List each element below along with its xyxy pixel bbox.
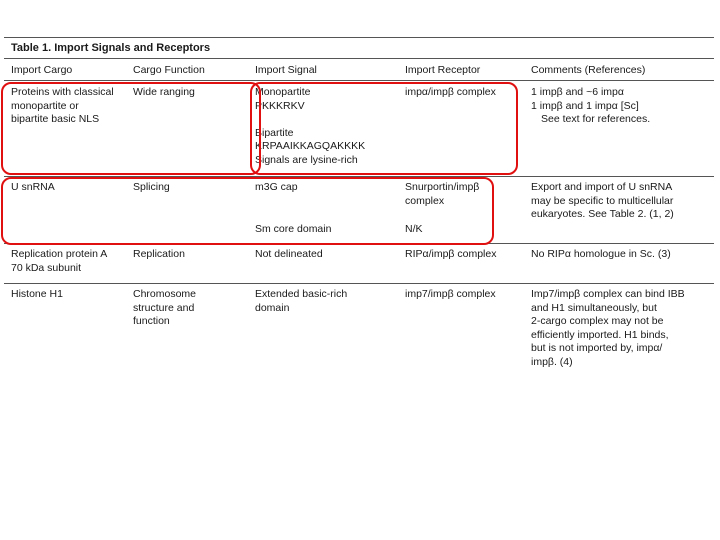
highlight-box-row2 (1, 177, 494, 245)
cell-receptor-imp7: imp7/impβ complex (405, 288, 496, 300)
cell-signal-not-delineated: Not delineated (255, 248, 323, 260)
cell-receptor-nk: N/K (405, 223, 423, 235)
cell-comments-rpa: No RIPα homologue in Sc. (3) (531, 248, 671, 260)
cell-receptor-snurportin: Snurportin/impβ complex (405, 181, 480, 207)
cell-signal-sm-core: Sm core domain (255, 223, 332, 235)
header-import-signal: Import Signal (255, 64, 317, 76)
cell-signal-basic-rich: Extended basic-rich domain (255, 288, 348, 314)
table-caption: Table 1. Import Signals and Receptors (11, 42, 211, 54)
cell-function-chromosome: Chromosome structure and function (133, 288, 197, 328)
rule-header (4, 58, 714, 59)
header-import-cargo: Import Cargo (11, 64, 73, 76)
cell-cargo-histone-h1: Histone H1 (11, 288, 63, 300)
rule-top (4, 37, 714, 38)
header-import-receptor: Import Receptor (405, 64, 481, 76)
cell-cargo-classical-nls: Proteins with classical monopartite or bipartite basic NLS (11, 86, 114, 126)
cell-function-wide-ranging: Wide ranging (133, 86, 195, 98)
header-comments: Comments (References) (531, 64, 646, 76)
cell-receptor-imp-alpha-beta: impα/impβ complex (405, 86, 496, 98)
rule-under-header (4, 80, 714, 81)
header-cargo-function: Cargo Function (133, 64, 205, 76)
cell-function-replication: Replication (133, 248, 185, 260)
cell-signal-m3g-cap: m3G cap (255, 181, 298, 193)
cell-comments-classical-nls: 1 impβ and ~6 impα 1 impβ and 1 impα [Sc] See text for references. (531, 86, 651, 126)
cell-comments-histone: Imp7/impβ complex can bind IBB and H1 simultaneously, but 2-cargo complex may not be efficiently imported. H1 binds, but is not imported by, impα/ impβ. (4) (531, 288, 685, 368)
highlight-box-row1-right (250, 82, 518, 175)
cell-signal-classical-nls: Monopartite PKKKRKV Bipartite KRPAAIKKAGQAKKKK Signals are lysine-rich (255, 86, 366, 166)
cell-comments-u-snrna: Export and import of U snRNA may be specific to multicellular eukaryotes. See Table 2. (1, 2) (531, 181, 674, 221)
cell-receptor-rip: RIPα/impβ complex (405, 248, 497, 260)
cell-function-splicing: Splicing (133, 181, 170, 193)
cell-cargo-rpa: Replication protein A 70 kDa subunit (11, 248, 108, 274)
rule-row-3 (4, 283, 714, 284)
highlight-box-row1-left (1, 82, 261, 175)
cell-cargo-u-snrna: U snRNA (11, 181, 55, 193)
